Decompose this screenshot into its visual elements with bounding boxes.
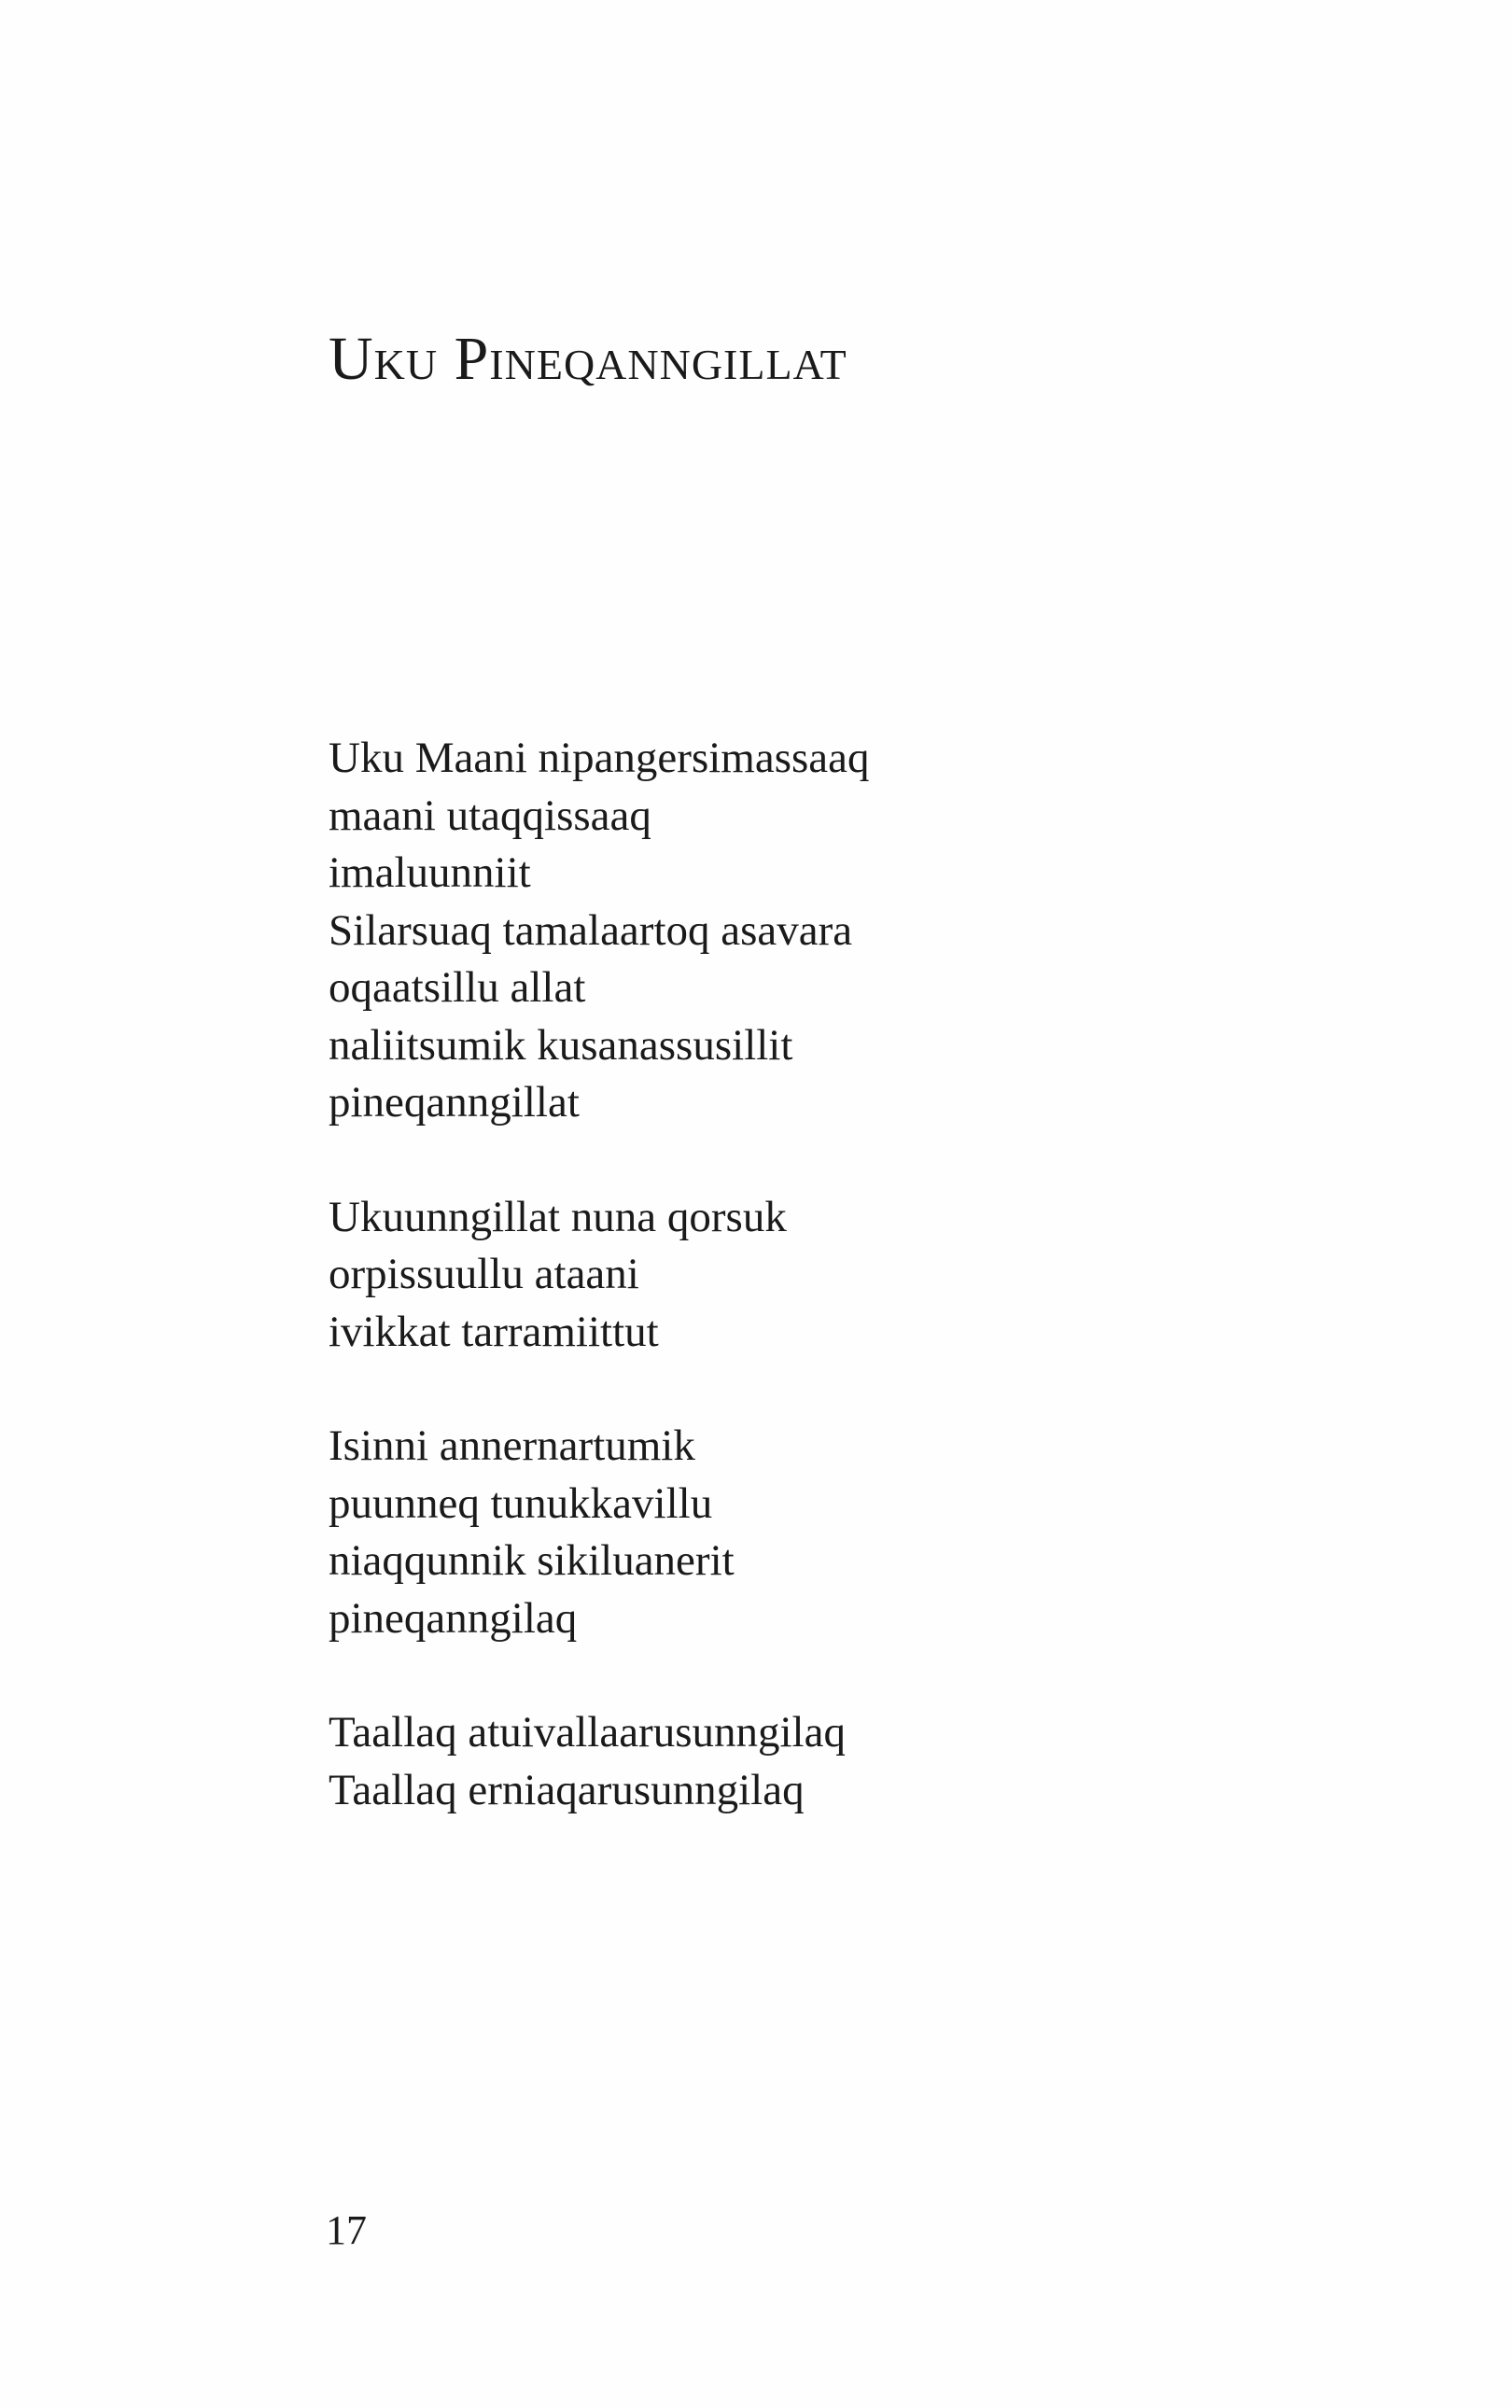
poem-line: pineqanngillat [329, 1078, 580, 1127]
poem-body [329, 730, 1355, 1876]
poem-line: puunneq tunukkavillu [329, 1478, 713, 1528]
poem-line: oqaatsillu allat [329, 963, 586, 1012]
poem-line: pineqanngilaq [329, 1593, 578, 1643]
poem-line: Silarsuaq tamalaartoq asavara [329, 905, 853, 955]
poem-title: Uku Pineqanngillat [329, 325, 847, 393]
poem-line: maani utaqqissaaq [329, 791, 651, 840]
poem-line: ivikkat tarramiittut [329, 1307, 659, 1356]
stanza-2 [329, 1189, 1355, 1362]
poem-line: naliitsumik kusanassusillit [329, 1020, 793, 1070]
poem-line: Uku Maani nipangersimassaaq [329, 734, 870, 782]
page-number: 17 [326, 2207, 367, 2253]
stanza-4 [329, 1704, 1355, 1819]
poem-line: orpissuullu ataani [329, 1250, 639, 1298]
poem-line: Taallaq erniaqarusunngilaq [329, 1765, 805, 1814]
stanza-3 [329, 1418, 1355, 1647]
poem-line: Isinni annernartumik [329, 1421, 695, 1470]
stanza-1 [329, 730, 1355, 1132]
poem-line: imaluunniit [329, 848, 531, 897]
poem-line: Taallaq atuivallaarusunngilaq [329, 1708, 846, 1757]
poem-line: Ukuunngillat nuna qorsuk [329, 1192, 787, 1241]
poem-line: niaqqunnik sikiluanerit [329, 1536, 735, 1585]
